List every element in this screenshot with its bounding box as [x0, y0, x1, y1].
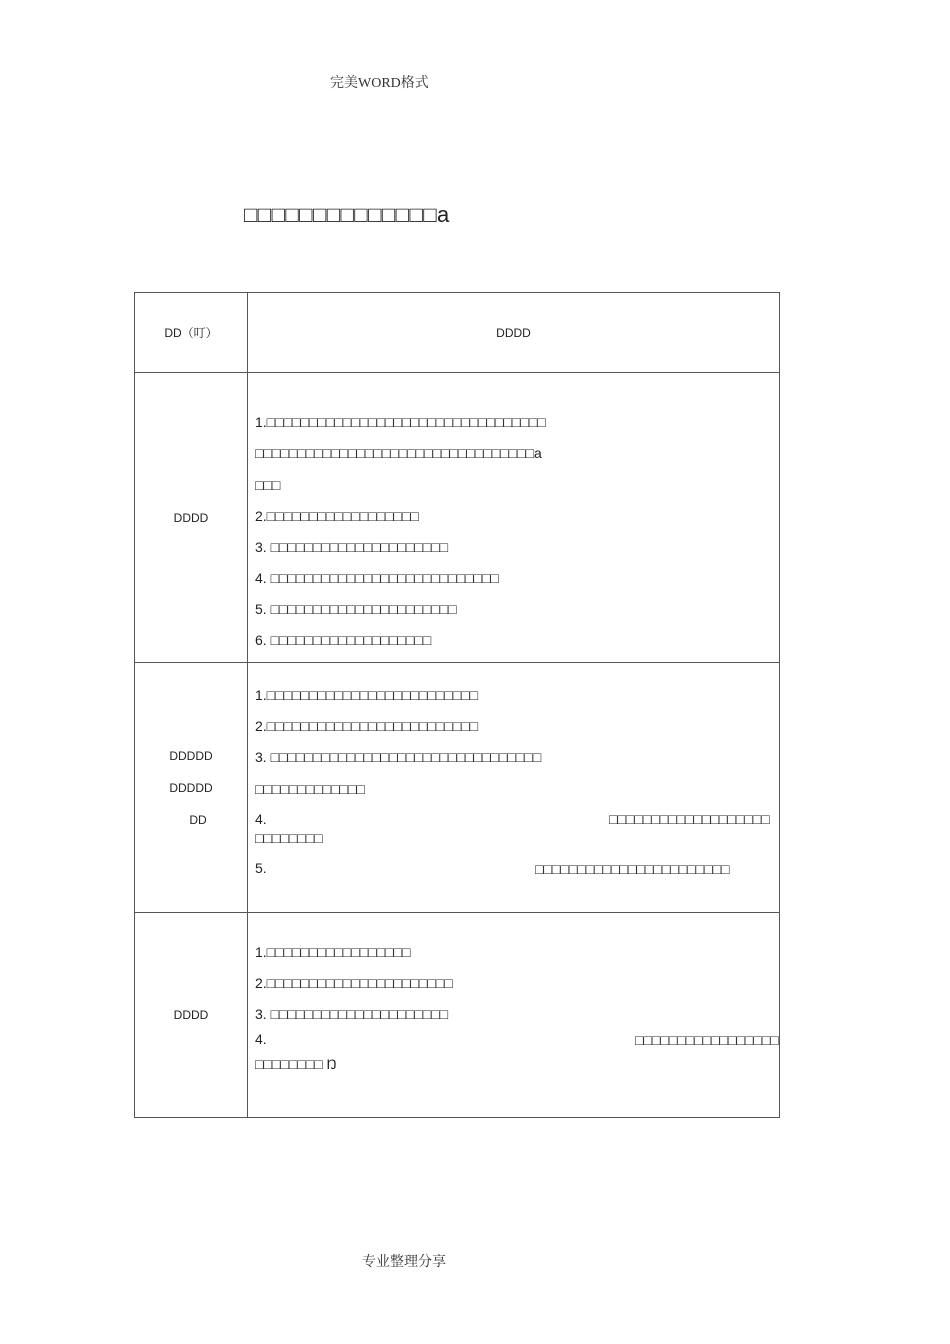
row2-line-7-number: 5. — [255, 860, 267, 876]
row3-line-3: 3. □□□□□□□□□□□□□□□□□□□□□ — [255, 1006, 449, 1022]
row3-line-1: 1.□□□□□□□□□□□□□□□□□ — [255, 944, 411, 960]
row1-line-4: 2.□□□□□□□□□□□□□□□□□□ — [255, 508, 419, 524]
row1-line-7: 5. □□□□□□□□□□□□□□□□□□□□□□ — [255, 601, 457, 617]
page-footer-note: 专业整理分享 — [362, 1255, 446, 1270]
row1-line-2: □□□□□□□□□□□□□□□□□□□□□□□□□□□□□□□□□a — [255, 445, 542, 461]
row3-label-cell — [135, 913, 248, 1117]
table-row-3 — [135, 912, 779, 1117]
row1-line-5: 3. □□□□□□□□□□□□□□□□□□□□□ — [255, 539, 449, 555]
row2-content-cell — [248, 663, 779, 912]
row2-label-line-3: DD — [189, 812, 207, 827]
table-header-row — [135, 293, 779, 372]
row2-line-2: 2.□□□□□□□□□□□□□□□□□□□□□□□□□ — [255, 718, 479, 734]
row3-line-2: 2.□□□□□□□□□□□□□□□□□□□□□□ — [255, 975, 453, 991]
row3-line-5: □□□□□□□□ Ŋ — [255, 1056, 337, 1072]
row2-line-3: 3. □□□□□□□□□□□□□□□□□□□□□□□□□□□□□□□□ — [255, 749, 542, 765]
row2-line-1: 1.□□□□□□□□□□□□□□□□□□□□□□□□□ — [255, 687, 479, 703]
row2-line-5-text: □□□□□□□□□□□□□□□□□□□ — [609, 811, 770, 827]
header-left-label: DD（叮） — [164, 326, 218, 340]
row3-line-4-text: □□□□□□□□□□□□□□□□□ — [635, 1032, 779, 1048]
table-row-1 — [135, 372, 779, 662]
row1-line-6: 4. □□□□□□□□□□□□□□□□□□□□□□□□□□□ — [255, 570, 499, 586]
row1-line-1: 1.□□□□□□□□□□□□□□□□□□□□□□□□□□□□□□□□□ — [255, 414, 546, 430]
row2-label-line-1: DDDDD — [169, 748, 213, 763]
row1-line-3: □□□ — [255, 477, 281, 493]
row3-label: DDDD — [173, 1008, 209, 1022]
header-cell-left — [135, 293, 248, 372]
row2-line-6: □□□□□□□□ — [255, 830, 323, 846]
row1-label-cell — [135, 373, 248, 662]
row2-line-5-number: 4. — [255, 811, 267, 827]
row2-label-line-2: DDDDD — [169, 780, 213, 795]
row3-line-4-number: 4. — [255, 1031, 267, 1047]
row2-label-cell — [135, 663, 248, 912]
header-right-label: DDDD — [496, 325, 531, 340]
header-cell-right — [248, 293, 779, 372]
table-row-2 — [135, 662, 779, 912]
row1-label: DDDD — [173, 510, 209, 525]
row3-content-cell — [248, 913, 779, 1117]
row2-line-7-text: □□□□□□□□□□□□□□□□□□□□□□□ — [535, 861, 730, 877]
row1-content-cell — [248, 373, 779, 662]
row2-line-4: □□□□□□□□□□□□□ — [255, 781, 365, 797]
row1-line-8: 6. □□□□□□□□□□□□□□□□□□□ — [255, 632, 432, 648]
page-header-note: 完美WORD格式 — [330, 76, 429, 91]
document-title: □□□□□□□□□□□□□□a — [244, 202, 450, 227]
content-table — [134, 292, 780, 1118]
